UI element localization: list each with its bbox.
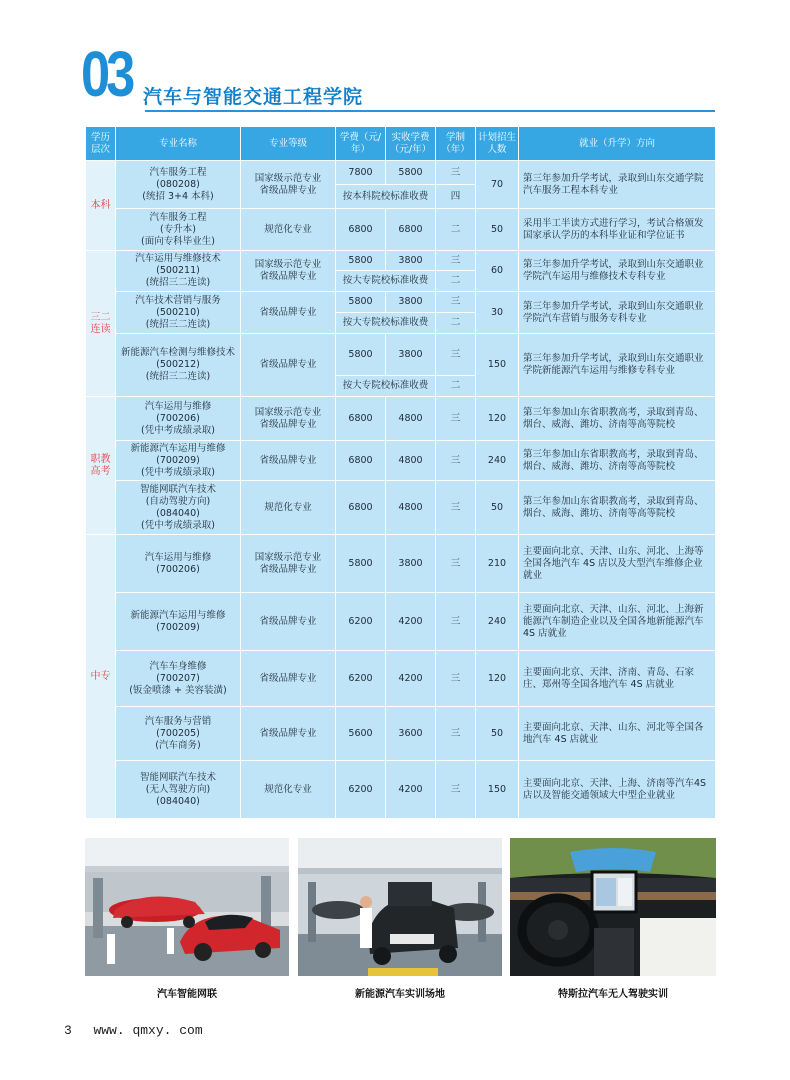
employment-cell: 第三年参加山东省职教高考，录取到青岛、烟台、威海、潍坊、济南等高等院校 [519,397,716,441]
header-rule [145,110,715,112]
employment-cell: 主要面向北京、天津、山东、河北、上海新能源汽车制造企业以及全国各地新能源汽车 4S 店就业 [519,593,716,651]
tuition-cell: 5800 [336,292,386,313]
majors-table [85,126,716,819]
header-grade: 专业等级 [241,127,336,161]
duration-cell: 二 [436,209,476,251]
employment-cell: 采用半工半读方式进行学习，考试合格颁发国家承认学历的本科毕业证和学位证书 [519,209,716,251]
major-cell: 新能源汽车检测与维修技术 (500212) (统招三二连读) [116,334,241,397]
fee-note-cell: 按大专院校标准收费 [336,313,436,334]
table-row [86,292,716,313]
photo-caption: 汽车智能网联 [157,989,217,1000]
enrollment-cell: 50 [476,209,519,251]
duration-cell: 二 [436,271,476,292]
fee-note-cell: 按本科院校标准收费 [336,185,436,209]
table-row [86,334,716,376]
employment-cell: 第三年参加升学考试，录取到山东交通职业学院汽车运用与维修技术专科专业 [519,251,716,292]
employment-cell: 第三年参加山东省职教高考，录取到青岛、烟台、威海、潍坊、济南等高等院校 [519,481,716,535]
duration-cell: 三 [436,161,476,185]
header-duration: 学制（年） [436,127,476,161]
employment-cell: 主要面向北京、天津、济南、青岛、石家庄、郑州等全国各地汽车 4S 店就业 [519,651,716,707]
enrollment-cell: 210 [476,535,519,593]
major-cell: 新能源汽车运用与维修 (700209) (凭中考成绩录取) [116,441,241,481]
table-row [86,251,716,271]
major-cell: 新能源汽车运用与维修 (700209) [116,593,241,651]
category-cell: 本科 [86,161,116,251]
category-cell: 职教高考 [86,397,116,535]
tuition-cell: 5600 [336,707,386,761]
enrollment-cell: 50 [476,481,519,535]
photo-smart-connected-workshop [85,838,289,976]
grade-cell: 省级品牌专业 [241,334,336,397]
major-cell: 智能网联汽车技术 (自动驾驶方向) (084040) (凭中考成绩录取) [116,481,241,535]
enrollment-cell: 120 [476,397,519,441]
duration-cell: 二 [436,376,476,397]
employment-cell: 第三年参加升学考试，录取到山东交通职业学院汽车营销与服务专科专业 [519,292,716,334]
training-hall-photo-illustration [298,838,502,976]
duration-cell: 三 [436,251,476,271]
photo-caption: 新能源汽车实训场地 [355,989,445,1000]
section-header [81,34,715,116]
tuition-cell: 5800 [336,334,386,376]
table-row [86,397,716,441]
actual-tuition-cell: 4200 [386,761,436,819]
actual-tuition-cell: 3800 [386,334,436,376]
category-cell: 中专 [86,535,116,819]
enrollment-cell: 60 [476,251,519,292]
tuition-cell: 6800 [336,441,386,481]
duration-cell: 三 [436,593,476,651]
enrollment-cell: 240 [476,593,519,651]
major-cell: 汽车运用与维修 (700206) (凭中考成绩录取) [116,397,241,441]
actual-tuition-cell: 5800 [386,161,436,185]
duration-cell: 二 [436,313,476,334]
actual-tuition-cell: 4800 [386,441,436,481]
section-title: 汽车与智能交通工程学院 [143,86,364,108]
duration-cell: 三 [436,651,476,707]
page-number: 3 [64,1023,72,1038]
grade-cell: 省级品牌专业 [241,441,336,481]
tuition-cell: 6800 [336,209,386,251]
tuition-cell: 7800 [336,161,386,185]
grade-cell: 国家级示范专业 省级品牌专业 [241,251,336,292]
actual-tuition-cell: 3800 [386,292,436,313]
duration-cell: 三 [436,761,476,819]
table-row [86,707,716,761]
major-cell: 汽车技术营销与服务 (500210) (统招三二连读) [116,292,241,334]
photo-caption: 特斯拉汽车无人驾驶实训 [558,989,668,1000]
grade-cell: 国家级示范专业 省级品牌专业 [241,397,336,441]
enrollment-cell: 70 [476,161,519,209]
photo-nev-training-hall [298,838,502,976]
table-row [86,441,716,481]
actual-tuition-cell: 3600 [386,707,436,761]
grade-cell: 国家级示范专业 省级品牌专业 [241,161,336,209]
duration-cell: 三 [436,334,476,376]
duration-cell: 三 [436,707,476,761]
enrollment-cell: 120 [476,651,519,707]
grade-cell: 省级品牌专业 [241,593,336,651]
actual-tuition-cell: 3800 [386,535,436,593]
employment-cell: 第三年参加升学考试，录取到山东交通职业学院新能源汽车运用与维修专科专业 [519,334,716,397]
grade-cell: 规范化专业 [241,481,336,535]
table-row [86,651,716,707]
major-cell: 汽车服务工程 (080208) (统招 3+4 本科) [116,161,241,209]
employment-cell: 主要面向北京、天津、上海、济南等汽车4S 店以及智能交通领域大中型企业就业 [519,761,716,819]
table-row [86,161,716,185]
duration-cell: 三 [436,292,476,313]
category-cell: 三二连读 [86,251,116,397]
tuition-cell: 6200 [336,651,386,707]
section-number: 03 [81,38,132,110]
tuition-cell: 6800 [336,397,386,441]
tuition-cell: 5800 [336,251,386,271]
duration-cell: 三 [436,441,476,481]
employment-cell: 第三年参加山东省职教高考，录取到青岛、烟台、威海、潍坊、济南等高等院校 [519,441,716,481]
tesla-interior-photo-illustration [510,838,716,976]
major-cell: 汽车运用与维修技术 (500211) (统招三二连读) [116,251,241,292]
fee-note-cell: 按大专院校标准收费 [336,271,436,292]
grade-cell: 省级品牌专业 [241,292,336,334]
actual-tuition-cell: 4200 [386,651,436,707]
duration-cell: 四 [436,185,476,209]
grade-cell: 规范化专业 [241,209,336,251]
table-row [86,535,716,593]
table-row [86,481,716,535]
grade-cell: 省级品牌专业 [241,651,336,707]
workshop-photo-illustration [85,838,289,976]
major-cell: 汽车车身维修 (700207) (钣金喷漆 + 美容装潢) [116,651,241,707]
actual-tuition-cell: 4800 [386,481,436,535]
actual-tuition-cell: 4200 [386,593,436,651]
grade-cell: 国家级示范专业 省级品牌专业 [241,535,336,593]
header-enrollment: 计划招生人数 [476,127,519,161]
employment-cell: 第三年参加升学考试，录取到山东交通学院汽车服务工程本科专业 [519,161,716,209]
enrollment-cell: 150 [476,761,519,819]
duration-cell: 三 [436,481,476,535]
header-level: 学历层次 [86,127,116,161]
enrollment-cell: 240 [476,441,519,481]
fee-note-cell: 按大专院校标准收费 [336,376,436,397]
website-url: www. qmxy. com [93,1023,203,1038]
major-cell: 智能网联汽车技术 (无人驾驶方向) (084040) [116,761,241,819]
actual-tuition-cell: 3800 [386,251,436,271]
employment-cell: 主要面向北京、天津、山东、河北、上海等全国各地汽车 4S 店以及大型汽车维修企业就业 [519,535,716,593]
duration-cell: 三 [436,397,476,441]
enrollment-cell: 150 [476,334,519,397]
major-cell: 汽车服务与营销 (700205) (汽车商务) [116,707,241,761]
major-cell: 汽车服务工程 (专升本) (面向专科毕业生) [116,209,241,251]
header-employment: 就业（升学）方向 [519,127,716,161]
actual-tuition-cell: 4800 [386,397,436,441]
duration-cell: 三 [436,535,476,593]
table-header-row [86,127,716,161]
grade-cell: 省级品牌专业 [241,707,336,761]
table-row [86,761,716,819]
enrollment-cell: 50 [476,707,519,761]
employment-cell: 主要面向北京、天津、山东、河北等全国各地汽车 4S 店就业 [519,707,716,761]
tuition-cell: 6200 [336,761,386,819]
header-actual-tuition: 实收学费（元/年） [386,127,436,161]
header-major: 专业名称 [116,127,241,161]
photo-tesla-interior [510,838,716,976]
tuition-cell: 6200 [336,593,386,651]
tuition-cell: 5800 [336,535,386,593]
table-row [86,593,716,651]
table-row [86,209,716,251]
page-footer [64,1023,203,1038]
actual-tuition-cell: 6800 [386,209,436,251]
tuition-cell: 6800 [336,481,386,535]
enrollment-cell: 30 [476,292,519,334]
grade-cell: 规范化专业 [241,761,336,819]
header-tuition: 学费（元/年） [336,127,386,161]
major-cell: 汽车运用与维修 (700206) [116,535,241,593]
